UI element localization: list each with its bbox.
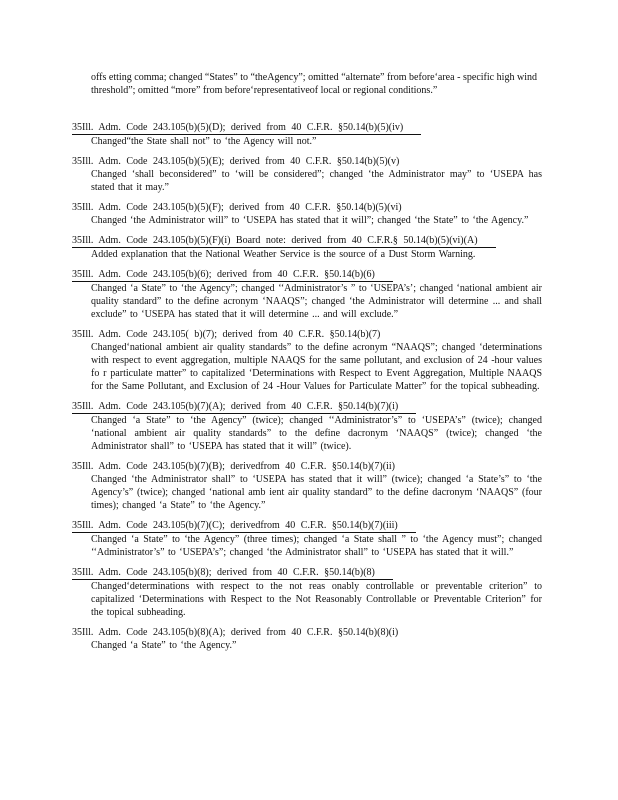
citation: 35Ill. Adm. Code 243.105( b)(7); derived from 40 C.F.R. §50.14(b)(7) [72, 329, 381, 340]
citation: 35Ill. Adm. Code 243.105(b)(6); derived from 40 C.F.R. §50.14(b)(6) [72, 268, 393, 282]
citation: 35Ill. Adm. Code 243.105(b)(7)(A); derived from 40 C.F.R. §50.14(b)(7)(i) [72, 400, 416, 414]
change-description: Changed‘national ambient air quality standards” to the define acronym “NAAQS”; changed ‘determinations with respect to event aggregation, multiple NAAQS for the same pollutant, and exclusion of 24 -hour values fo r particulate matter” to capitalized ‘Determinations with Respect to Event Aggregation, Multiple NAAQS for the Same Pollutant, and Exclusion of 24 -Hour Values for Particulate Matter” for the topical subheading. [91, 342, 542, 392]
change-description: Changed ‘shall beconsidered” to ‘will be considered”; changed ‘the Administrator may” to ‘USEPA has stated that it may.” [91, 169, 542, 193]
entry-7 [72, 460, 542, 512]
citation: 35Ill. Adm. Code 243.105(b)(5)(F)(i) Board note: derived from 40 C.F.R.§ 50.14(b)(5)(vi)(A) [72, 234, 496, 248]
entry-1 [72, 155, 542, 194]
change-description: Changed ‘the Administrator shall” to ‘USEPA has stated that it will” (twice); changed ‘a State’s” to ‘the Agency’s” (twice); changed ‘national amb ient air quality standard” to the define dacronym ‘NAAQS” (four times); changed ‘a State” to ‘the Agency.” [91, 474, 542, 511]
change-description: Changed ‘a State” to ‘the Agency” (twice); changed ‘‘Administrator’s” to ‘USEPA’s” (twice); changed ‘national ambient air quality standards” to the define dacronym ‘NAAQS” (twice); changed ‘the Administrator shall” to ‘USEPA has stated that it will” (twice). [91, 415, 542, 452]
change-description: Changed ‘a State” to ‘the Agency”; changed ‘‘Administrator’s ” to ‘USEPA’s’; changed ‘national ambient air quality standard” to the define acronym ‘NAAQS”; changed ‘the Administrator will determine ... and shall exclude” to ‘USEPA has stated that it will determine ... and will exclude.” [91, 283, 542, 320]
entry-2 [72, 201, 542, 227]
entry-9 [72, 566, 542, 619]
citation: 35Ill. Adm. Code 243.105(b)(8); derived from 40 C.F.R. §50.14(b)(8) [72, 566, 393, 580]
entry-8 [72, 519, 542, 559]
citation: 35Ill. Adm. Code 243.105(b)(5)(F); derived from 40 C.F.R. §50.14(b)(5)(vi) [72, 202, 402, 213]
entry-10 [72, 626, 542, 652]
change-description: Changed ‘a State” to ‘the Agency” (three times); changed ‘a State shall ” to ‘the Agency must”; changed ‘‘Administrator’s” to ‘USEPA’s”; changed ‘the Administrator shall” to ‘USEPA has stated that it will.” [91, 534, 542, 558]
continuation-paragraph: offs etting comma; changed “States” to “theAgency”; omitted “alternate” from before‘area - specific high wind threshold”; omitted “more” from before‘representativeof local or regional conditions.” [91, 72, 537, 96]
citation: 35Ill. Adm. Code 243.105(b)(7)(B); derivedfrom 40 C.F.R. §50.14(b)(7)(ii) [72, 461, 395, 472]
citation: 35Ill. Adm. Code 243.105(b)(8)(A); derived from 40 C.F.R. §50.14(b)(8)(i) [72, 627, 399, 638]
entry-0 [72, 121, 542, 148]
citation: 35Ill. Adm. Code 243.105(b)(7)(C); derivedfrom 40 C.F.R. §50.14(b)(7)(iii) [72, 519, 416, 533]
change-description: Added explanation that the National Weather Service is the source of a Dust Storm Warning. [91, 249, 476, 260]
change-description: Changed‘determinations with respect to the not reas onably controllable or preventable criterion” to capitalized ‘Determinations with Respect to the Not Reasonably Controllable or Preventable Criterion” for the topical subheading. [91, 581, 542, 618]
entry-3 [72, 234, 542, 261]
entry-list [72, 121, 542, 659]
change-description: Changed“the State shall not” to ‘the Agency will not.” [91, 136, 317, 147]
entry-5 [72, 328, 542, 393]
entry-6 [72, 400, 542, 453]
citation: 35Ill. Adm. Code 243.105(b)(5)(E); derived from 40 C.F.R. §50.14(b)(5)(v) [72, 156, 400, 167]
change-description: Changed ‘the Administrator will” to ‘USEPA has stated that it will”; changed ‘the State” to ‘the Agency.” [91, 215, 529, 226]
citation: 35Ill. Adm. Code 243.105(b)(5)(D); derived from 40 C.F.R. §50.14(b)(5)(iv) [72, 121, 421, 135]
entry-4 [72, 268, 542, 321]
change-description: Changed ‘a State” to ‘the Agency.” [91, 640, 237, 651]
